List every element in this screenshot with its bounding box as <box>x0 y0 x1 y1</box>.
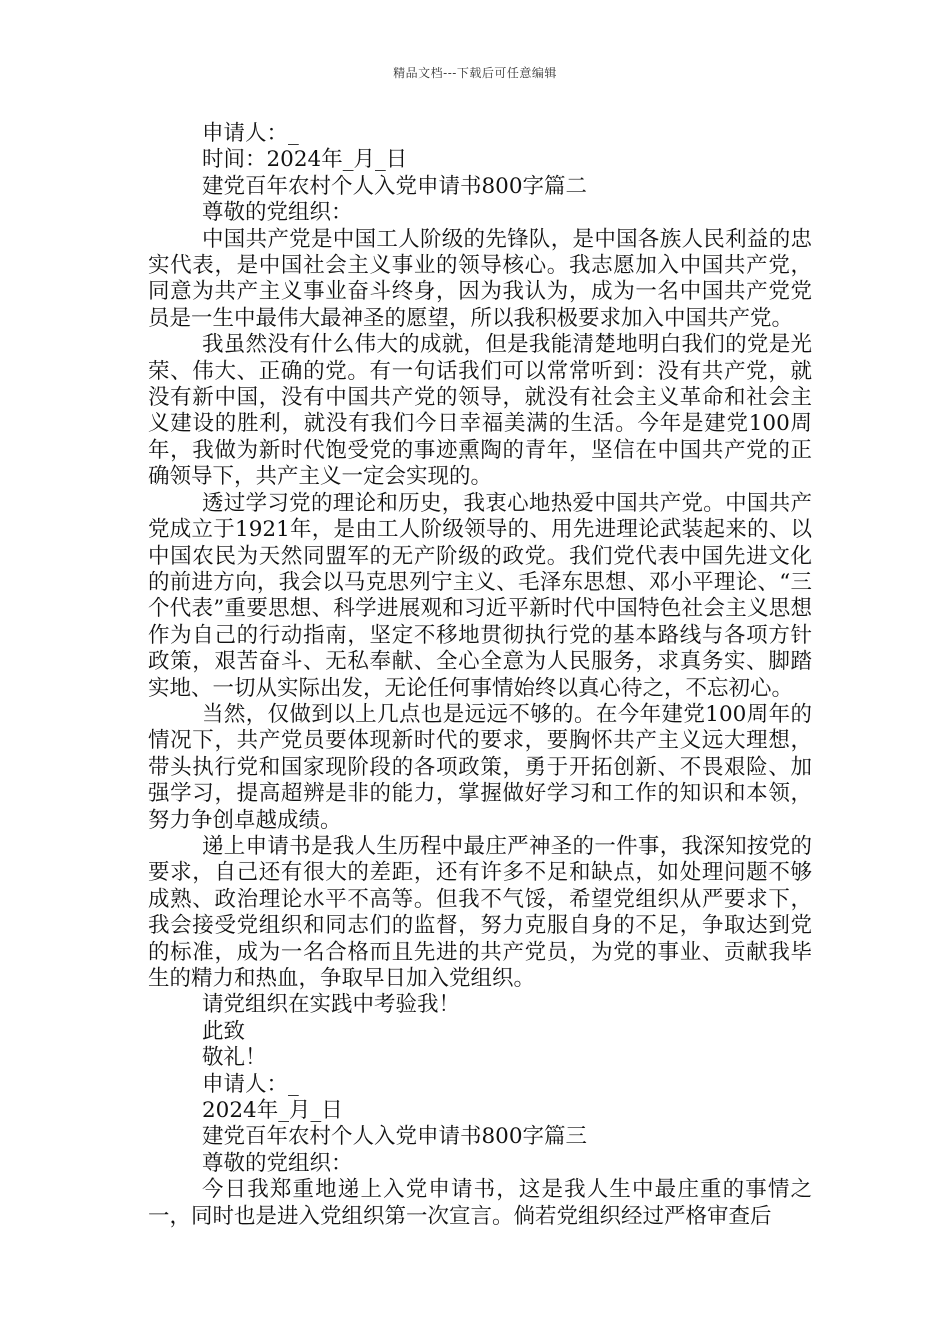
text-line: 请党组织在实践中考验我！ <box>202 992 461 1018</box>
text-line: 2024年_月_日 <box>202 1098 343 1124</box>
text-line: 尊敬的党组织： <box>202 1150 353 1176</box>
text-line: 建党百年农村个人入党申请书800字篇三 <box>202 1124 588 1150</box>
text-line: 建党百年农村个人入党申请书800字篇二 <box>202 173 588 199</box>
paragraph: 递上申请书是我人生历程中最庄严神圣的一件事，我深知按党的要求，自己还有很大的差距，还有许多不足和缺点，如处理问题不够成熟、政治理论水平不高等。但我不气馁，希望党组织从严要求下，我会接受党组织和同志们的监督，努力克服自身的不足，争取达到党的标准，成为一名合格而且先进的共产党员，为党的事业、贡献我毕生的精力和热血，争取早日加入党组织。 <box>148 833 812 991</box>
paragraph: 透过学习党的理论和历史，我衷心地热爱中国共产党。中国共产党成立于1921年，是由工人阶级领导的、用先进理论武装起来的、以中国农民为天然同盟军的无产阶级的政党。我们党代表中国先进文化的前进方向，我会以马克思列宁主义、毛泽东思想、邓小平理论、“三个代表”重要思想、科学进展观和习近平新时代中国特色社会主义思想作为自己的行动指南，坚定不移地贯彻执行党的基本路线与各项方针政策，艰苦奋斗、无私奉献、全心全意为人民服务，求真务实、脚踏实地、一切从实际出发，无论任何事情始终以真心待之，不忘初心。 <box>148 490 812 701</box>
text-line: 时间：2024年_月_日 <box>202 147 408 173</box>
paragraph: 我虽然没有什么伟大的成就，但是我能清楚地明白我们的党是光荣、伟大、正确的党。有一句话我们可以常常听到：没有共产党，就没有新中国，没有中国共产党的领导，就没有社会主义革命和社会主义建设的胜利，就没有我们今日幸福美满的生活。今年是建党100周年，我做为新时代饱受党的事迹熏陶的青年，坚信在中国共产党的正确领导下，共产主义一定会实现的。 <box>148 332 812 490</box>
document-body <box>148 121 812 1230</box>
page-header: 精品文档---下载后可任意编辑 <box>393 66 557 80</box>
paragraph: 中国共产党是中国工人阶级的先锋队，是中国各族人民利益的忠实代表，是中国社会主义事业的领导核心。我志愿加入中国共产党，同意为共产主义事业奋斗终身，因为我认为，成为一名中国共产党党员是一生中最伟大最神圣的愿望，所以我积极要求加入中国共产党。 <box>148 226 812 331</box>
paragraph: 今日我郑重地递上入党申请书，这是我人生中最庄重的事情之一，同时也是进入党组织第一次宣言。倘若党组织经过严格审查后 <box>148 1177 812 1229</box>
text-line: 敬礼！ <box>202 1045 267 1071</box>
text-line: 申请人：_ <box>202 1071 299 1097</box>
text-line: 尊敬的党组织： <box>202 200 353 226</box>
text-line: 申请人：_ <box>202 121 299 146</box>
paragraph: 当然，仅做到以上几点也是远远不够的。在今年建党100周年的情况下，共产党员要体现新时代的要求，要胸怀共产主义远大理想，带头执行党和国家现阶段的各项政策，勇于开拓创新、不畏艰险、加强学习，提高超辨是非的能力，掌握做好学习和工作的知识和本领，努力争创卓越成绩。 <box>148 701 812 833</box>
text-line: 此致 <box>202 1018 246 1044</box>
